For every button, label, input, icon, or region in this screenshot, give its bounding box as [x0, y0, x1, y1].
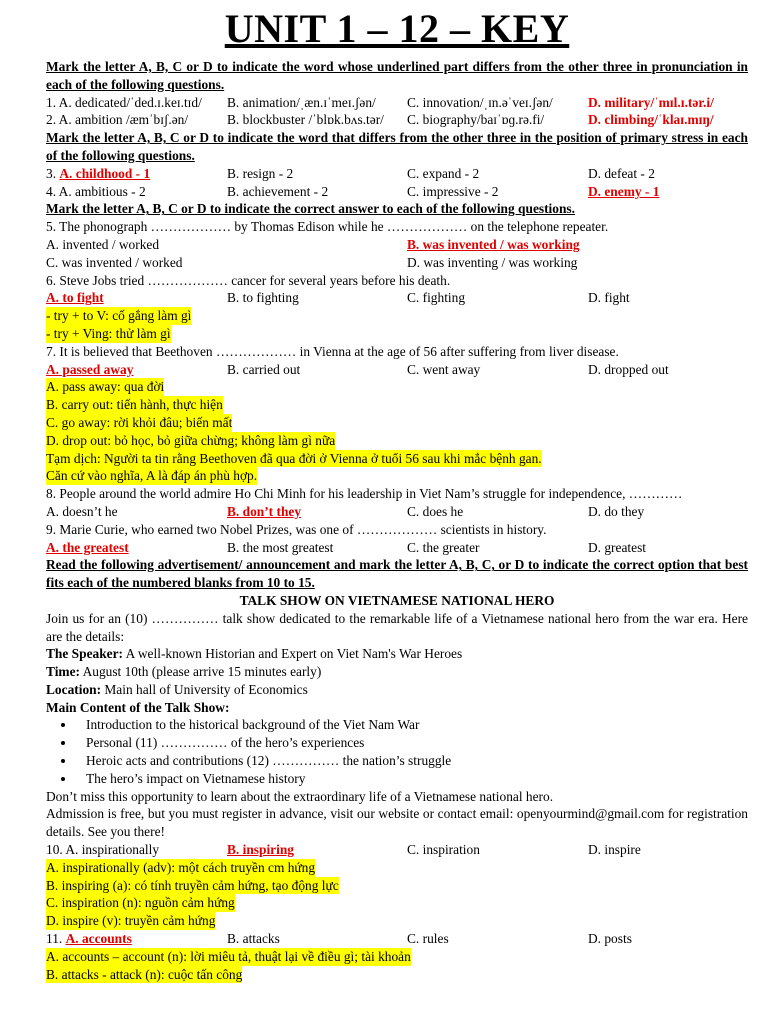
option-c: C. inspiration: [407, 842, 480, 858]
answer-option-d: D. military/ˈmɪl.ɪ.tər.i/: [588, 94, 714, 110]
explanation-note: B. attacks - attack (n): cuộc tấn công: [46, 966, 243, 982]
option-a: 10. A. inspirationally: [46, 842, 160, 858]
question-row: [46, 165, 748, 183]
content-list: [46, 716, 748, 787]
section4-instruction: Read the following advertisement/ announcement and mark the letter A, B, C, or D to indicate the correct option that best fits each of the numbered blanks from 10 to 15.: [46, 557, 748, 591]
option-b: B. animation/ˌæn.ɪˈmeɪ.ʃən/: [227, 94, 376, 110]
answer-option-d: D. enemy - 1: [588, 183, 660, 199]
option-c: C. does he: [407, 503, 464, 519]
explanation-note: A. accounts – account (n): lời miêu tả, thuật lại về điều gì; tài khoản: [46, 948, 411, 964]
question-row: [46, 94, 748, 112]
option-d: D. fight: [588, 290, 630, 306]
list-item: • Heroic acts and contributions (12) …………… the nation’s struggle: [76, 752, 748, 770]
section3-instruction: Mark the letter A, B, C or D to indicate the correct answer to each of the following questions.: [46, 201, 575, 217]
explanation-note: C. inspiration (n): nguồn cảm hứng: [46, 895, 235, 911]
option-a: 4. A. ambitious - 2: [46, 183, 146, 199]
explanation-note: D. drop out: bỏ học, bỏ giữa chừng; không làm gì nữa: [46, 432, 336, 448]
explanation-note: Căn cứ vào nghĩa, A là đáp án phù hợp.: [46, 468, 258, 484]
option-d: D. inspire: [588, 842, 641, 858]
closing-line: Don’t miss this opportunity to learn about the extraordinary life of a Vietnamese national hero.: [46, 788, 554, 804]
option-d: D. defeat - 2: [588, 165, 655, 181]
question-row: [46, 289, 748, 307]
explanation-note: A. inspirationally (adv): một cách truyền cm hứng: [46, 859, 316, 875]
question-stem: 9. Marie Curie, who earned two Nobel Prizes, was one of ……………… scientists in history.: [46, 521, 547, 537]
option-a: A. doesn’t he: [46, 503, 118, 519]
question-row: [46, 930, 748, 948]
time-label: Time:: [46, 664, 80, 680]
option-b: B. the most greatest: [227, 539, 334, 555]
location-line: [46, 681, 748, 699]
explanation-note: C. go away: rời khỏi đâu; biến mất: [46, 414, 233, 430]
option-b: B. blockbuster /ˈblɒk.bʌs.tər/: [227, 112, 384, 128]
explanation-note: B. carry out: tiến hành, thực hiện: [46, 397, 223, 413]
question-stem: 8. People around the world admire Ho Chi Minh for his leadership in Viet Nam’s struggle for independence, …………: [46, 486, 683, 502]
question-row: [46, 539, 748, 557]
option-a: A. invented / worked: [46, 236, 160, 252]
option-b: B. attacks: [227, 931, 280, 947]
location-label: Location:: [46, 681, 102, 697]
option-b: B. to fighting: [227, 290, 299, 306]
option-a: 1. A. dedicated/ˈded.ɪ.keɪ.tɪd/: [46, 94, 202, 110]
option-c: C. innovation/ˌɪn.əˈveɪ.ʃən/: [407, 94, 553, 110]
question-number: 11.: [46, 931, 66, 947]
option-d: D. posts: [588, 931, 632, 947]
answer-option-b: B. was invented / was working: [407, 236, 580, 252]
option-b: B. achievement - 2: [227, 183, 329, 199]
question-row: [46, 503, 748, 521]
option-b: B. carried out: [227, 361, 301, 377]
explanation-note: A. pass away: qua đời: [46, 379, 165, 395]
option-d: D. do they: [588, 503, 645, 519]
section1-instruction: Mark the letter A, B, C or D to indicate the word whose underlined part differs from the other three in pronunciation in each of the following questions.: [46, 59, 748, 92]
location-value: Main hall of University of Economics: [101, 681, 308, 697]
option-c: C. was invented / worked: [46, 254, 183, 270]
speaker-line: [46, 645, 748, 663]
option-b: B. resign - 2: [227, 165, 294, 181]
closing-line: Admission is free, but you must register in advance, visit our website or contact email: openyourmind@gmail.com for registration details. See you there!: [46, 806, 748, 840]
question-row: [46, 841, 748, 859]
option-c: C. expand - 2: [407, 165, 480, 181]
list-item: • Personal (11) …………… of the hero’s experiences: [76, 734, 748, 752]
answer-option-b: B. don’t they: [227, 503, 302, 519]
answer-option-b: B. inspiring: [227, 842, 294, 858]
option-c: C. the greater: [407, 539, 480, 555]
list-item: • Introduction to the historical background of the Viet Nam War: [76, 716, 748, 734]
explanation-note: - try + to V: cố gắng làm gì: [46, 308, 192, 324]
option-d: D. was inventing / was working: [407, 254, 578, 270]
translation-note: Tạm dịch: Người ta tin rằng Beethoven đã qua đời ở Vienna ở tuổi 56 sau khi mắc bệnh gan.: [46, 450, 542, 466]
answer-option-a: A. to fight: [46, 290, 104, 306]
passage-intro: Join us for an (10) …………… talk show dedicated to the remarkable life of a Vietnamese national hero from the war era. Here are the details:: [46, 610, 748, 644]
question-stem: 7. It is believed that Beethoven ……………… in Vienna at the age of 56 after suffering from liver disease.: [46, 343, 619, 359]
question-row: [46, 361, 748, 379]
question-stem: 6. Steve Jobs tried ……………… cancer for several years before his death.: [46, 272, 451, 288]
time-line: [46, 663, 748, 681]
content-label: Main Content of the Talk Show:: [46, 699, 230, 715]
explanation-note: D. inspire (v): truyền cảm hứng: [46, 913, 216, 929]
question-row: [46, 236, 748, 254]
speaker-value: A well-known Historian and Expert on Viet Nam's War Heroes: [123, 646, 463, 662]
question-row: [46, 183, 748, 201]
question-row: [46, 111, 748, 129]
option-c: C. went away: [407, 361, 481, 377]
answer-option-d: D. climbing/ˈklaɪ.mɪŋ/: [588, 112, 714, 128]
option-c: C. impressive - 2: [407, 183, 499, 199]
option-a-cell: [46, 165, 227, 183]
time-value: August 10th (please arrive 15 minutes early): [79, 664, 322, 680]
list-item: • The hero’s impact on Vietnamese history: [76, 770, 748, 788]
explanation-note: - try + Ving: thử làm gì: [46, 325, 171, 341]
option-c: C. rules: [407, 931, 449, 947]
answer-option-a: A. accounts: [65, 931, 132, 947]
explanation-note: B. inspiring (a): có tính truyền cảm hứng, tạo động lực: [46, 877, 339, 893]
answer-option-a: A. passed away: [46, 361, 134, 377]
question-row: [46, 254, 748, 272]
question-stem: 5. The phonograph ……………… by Thomas Edison while he ……………… on the telephone repeater.: [46, 219, 609, 235]
option-c: C. fighting: [407, 290, 466, 306]
option-d: D. greatest: [588, 539, 647, 555]
page-title: UNIT 1 – 12 – KEY: [224, 6, 570, 51]
answer-option-a: A. the greatest: [46, 539, 129, 555]
section2-instruction: Mark the letter A, B, C or D to indicate the word that differs from the other three in the position of primary stress in each of the following questions.: [46, 130, 748, 163]
answer-option-a: A. childhood - 1: [59, 165, 151, 181]
option-d: D. dropped out: [588, 361, 669, 377]
question-number: 3.: [46, 165, 60, 181]
option-a: 2. A. ambition /æmˈbɪʃ.ən/: [46, 112, 189, 128]
passage-heading: TALK SHOW ON VIETNAMESE NATIONAL HERO: [239, 592, 555, 608]
option-c: C. biography/baɪˈɒɡ.rə.fi/: [407, 112, 545, 128]
speaker-label: The Speaker:: [46, 646, 123, 662]
